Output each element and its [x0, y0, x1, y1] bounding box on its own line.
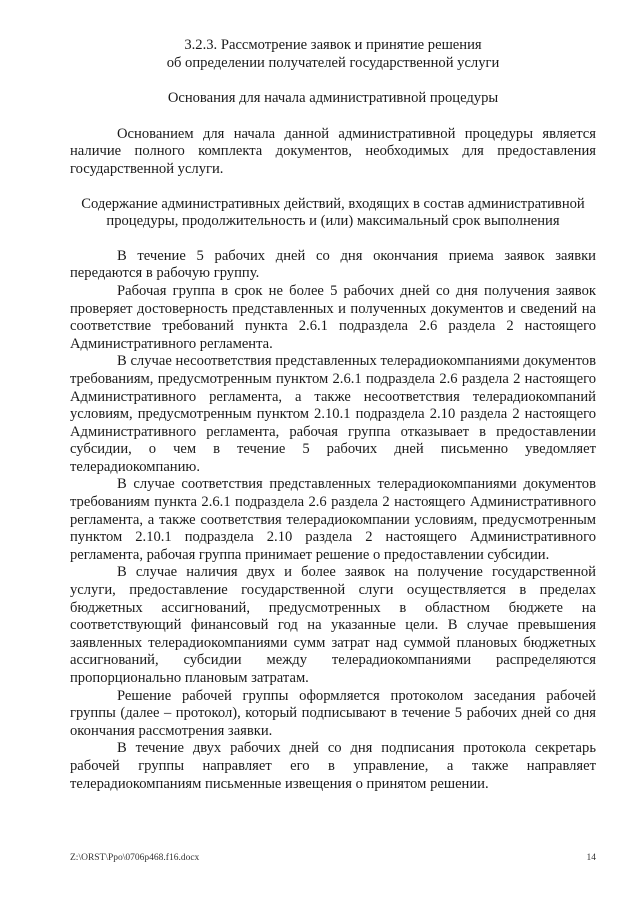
document-body [70, 37, 596, 793]
subheading-content-line-1: Содержание административных действий, входящих в состав административной [81, 195, 585, 212]
spacer [70, 108, 596, 126]
subheading-content [70, 196, 596, 231]
paragraph-6: Решение рабочей группы оформляется протоколом заседания рабочей группы (далее – протокол), который подписывают в течение 5 рабочих дней со дня окончания рассмотрения заявки. [70, 687, 596, 739]
paragraph-2: Рабочая группа в срок не более 5 рабочих дней со дня получения заявок проверяет достоверность представленных и полученных документов и сведений на соответствие требований пункта 2.6.1 подраздела 2.6 раздела 2 настоящего Административного регламента. [70, 282, 596, 352]
paragraph-3: В случае несоответствия представленных телерадиокомпаниями документов требованиям, предусмотренным пунктом 2.6.1 подраздела 2.6 раздела 2 настоящего Административного регламента, а также несоответствия телерадиокомпаний условиям, предусмотренным пунктом 2.10.1 подраздела 2.10 раздела 2 настоящего Административного регламента, рабочая группа отказывает в предоставлении субсидии, о чем в течение 5 рабочих дней письменно уведомляет телерадиокомпанию. [70, 353, 596, 475]
spacer [70, 231, 596, 248]
paragraph-grounds: Основанием для начала данной административной процедуры является наличие полного комплекта документов, необходимых для предоставления государственной услуги. [70, 125, 596, 177]
paragraph-7: В течение двух рабочих дней со дня подписания протокола секретарь рабочей группы направляет его в управление, а также направляет телерадиокомпаниям письменные извещения о принятом решении. [70, 740, 596, 792]
spacer [70, 179, 596, 196]
spacer [70, 72, 596, 90]
section-title-line-1: 3.2.3. Рассмотрение заявок и принятие решения [184, 37, 482, 53]
footer-page-number: 14 [586, 853, 596, 863]
subheading-content-line-2: процедуры, продолжительность и (или) максимальный срок выполнения [106, 213, 560, 230]
footer-file-path: Z:\ORST\Ppo\0706p468.f16.docx [70, 853, 200, 863]
paragraph-4: В случае соответствия представленных телерадиокомпаниями документов требованиям пункта 2.6.1 подраздела 2.6 раздела 2 настоящего Административного регламента, а также соответствия телерадиокомпании условиям, предусмотренным пунктом 2.10.1 подраздела 2.10 раздела 2 настоящего Административного регламента, рабочая группа принимает решение о предоставлении субсидии. [70, 476, 596, 563]
paragraph-5: В случае наличия двух и более заявок на получение государственной услуги, предоставление государственной слуги осуществляется в пределах бюджетных ассигнований, предусмотренных в областном бюджете на соответствующий финансовый год на указанные цели. В случае превышения заявленных телерадиокомпаниями сумм затрат над суммой плановых бюджетных ассигнований, субсидии между телерадиокомпаниями распределяются пропорционально плановым затратам. [70, 564, 596, 686]
subheading-grounds: Основания для начала административной процедуры [167, 90, 499, 107]
section-title [70, 37, 596, 72]
paragraph-1: В течение 5 рабочих дней со дня окончания приема заявок заявки передаются в рабочую группу. [70, 247, 596, 282]
section-title-line-2: об определении получателей государственной услуги [166, 54, 500, 71]
